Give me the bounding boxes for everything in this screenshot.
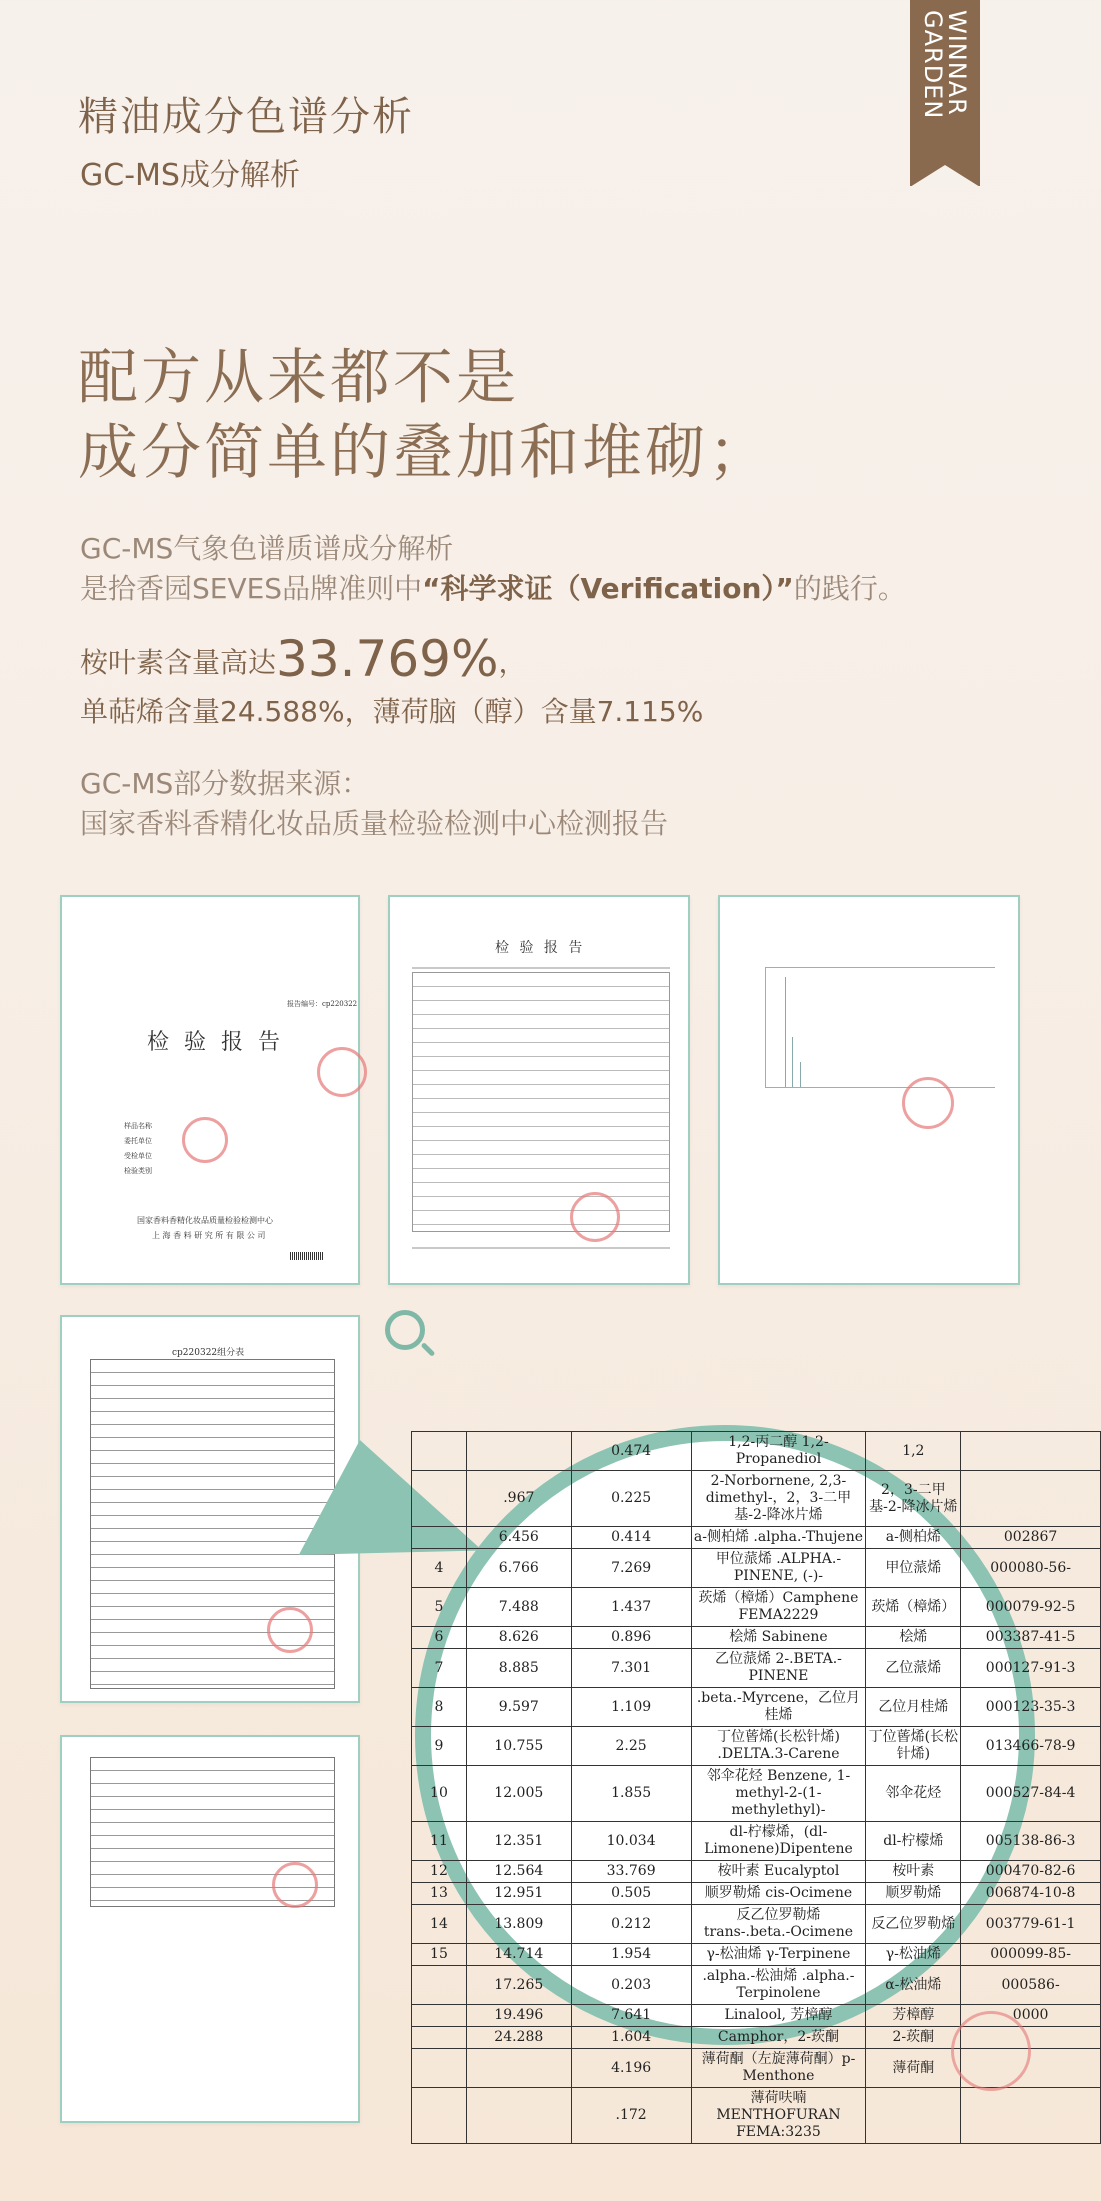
stat-secondary: 单萜烯含量24.588%，薄荷脑（醇）含量7.115% (80, 695, 704, 728)
table-cell: 0.474 (571, 1432, 691, 1471)
table-cell: 桧烯 Sabinene (691, 1627, 866, 1649)
table-cell: 顺罗勒烯 cis-Ocimene (691, 1883, 866, 1905)
table-cell: 7.488 (466, 1588, 571, 1627)
table-cell: 10.034 (571, 1822, 691, 1861)
table-cell: .967 (466, 1471, 571, 1527)
stat-eucalyptol (80, 630, 527, 688)
table-cell: 12 (412, 1861, 467, 1883)
table-cell: 005138-86-3 (961, 1822, 1101, 1861)
table-cell: 002867 (961, 1527, 1101, 1549)
table-cell (412, 2027, 467, 2049)
table-cell: 4 (412, 1549, 467, 1588)
component-table-page-2 (60, 1735, 360, 2123)
table-cell: 桉叶素 (866, 1861, 961, 1883)
table-cell: 顺罗勒烯 (866, 1883, 961, 1905)
table-cell: 000079-92-5 (961, 1588, 1101, 1627)
table-row (412, 1861, 1101, 1883)
table-cell: 12.005 (466, 1766, 571, 1822)
table-cell (412, 1966, 467, 2005)
table-cell: 2.25 (571, 1727, 691, 1766)
table-cell: 薄荷酮 (866, 2049, 961, 2088)
table-cell: 33.769 (571, 1861, 691, 1883)
component-table-page-1 (60, 1315, 360, 1703)
table-cell: Linalool, 芳樟醇 (691, 2005, 866, 2027)
headline-line-1: 配方从来都不是 (78, 343, 519, 413)
table-row (412, 1944, 1101, 1966)
table-cell: 000099-85- (961, 1944, 1101, 1966)
table-cell: 000470-82-6 (961, 1861, 1101, 1883)
table-cell: 003779-61-1 (961, 1905, 1101, 1944)
table-cell: 莰烯（樟烯）Camphene FEMA2229 (691, 1588, 866, 1627)
table-cell: 4.196 (571, 2049, 691, 2088)
table-cell: 薄荷呋喃 MENTHOFURAN FEMA:3235 (691, 2088, 866, 2144)
table-cell: 芳樟醇 (866, 2005, 961, 2027)
table-cell: 8.626 (466, 1627, 571, 1649)
table-cell (961, 1432, 1101, 1471)
table-cell: 12.351 (466, 1822, 571, 1861)
table-cell: 甲位蒎烯 (866, 1549, 961, 1588)
table-cell: 0000 (961, 2005, 1101, 2027)
table-cell: 0.896 (571, 1627, 691, 1649)
table-cell: 13 (412, 1883, 467, 1905)
table-cell: 7.301 (571, 1649, 691, 1688)
table-cell: 2-莰酮 (866, 2027, 961, 2049)
table-cell: 0.414 (571, 1527, 691, 1549)
intro-bold: “科学求证（Verification）” (422, 572, 794, 605)
table-cell: 10.755 (466, 1727, 571, 1766)
table-cell: 000127-91-3 (961, 1649, 1101, 1688)
table-cell: 反乙位罗勒烯 trans-.beta.-Ocimene (691, 1905, 866, 1944)
table-cell: 003387-41-5 (961, 1627, 1101, 1649)
table-cell: 乙位蒎烯 2-.BETA.-PINENE (691, 1649, 866, 1688)
table-row (412, 1588, 1101, 1627)
table-cell: α-松油烯 (866, 1966, 961, 2005)
table-row (412, 1883, 1101, 1905)
table-cell: 1.855 (571, 1766, 691, 1822)
table-cell: 7.641 (571, 2005, 691, 2027)
table-cell: 1.109 (571, 1688, 691, 1727)
report-cover-image: 报告编号：cp220322 检 验 报 告 样品名称 委托单位 受检单位 检验类别 国家香料香精化妆品质量检验检测中心 上 海 香 料 研 究 所 有 限 公 司 (60, 895, 360, 1285)
table-cell: 8.885 (466, 1649, 571, 1688)
table-cell: 6.456 (466, 1527, 571, 1549)
table-cell: 0.505 (571, 1883, 691, 1905)
source-label: GC-MS部分数据来源： (80, 767, 370, 800)
table-cell: 24.288 (466, 2027, 571, 2049)
table-cell: 1.437 (571, 1588, 691, 1627)
table-cell: 丁位蒈烯(长松针烯) (866, 1727, 961, 1766)
table-cell: 0.212 (571, 1905, 691, 1944)
table-cell: 11 (412, 1822, 467, 1861)
table-cell: 甲位蒎烯 .ALPHA.-PINENE, (-)- (691, 1549, 866, 1588)
table-cell (866, 2088, 961, 2144)
section-subtitle: GC-MS成分解析 (80, 158, 300, 193)
table-cell (466, 1432, 571, 1471)
intro-suffix: 的践行。 (793, 572, 906, 605)
headline-line-2: 成分简单的叠加和堆砌； (78, 418, 771, 488)
table-cell: 013466-78-9 (961, 1727, 1101, 1766)
table-cell: γ-松油烯 (866, 1944, 961, 1966)
table-cell: 邻伞花烃 (866, 1766, 961, 1822)
table-cell: 12.564 (466, 1861, 571, 1883)
table-cell: 9 (412, 1727, 467, 1766)
brand-name: WINNAR GARDEN (919, 10, 971, 120)
table-cell: 19.496 (466, 2005, 571, 2027)
table-cell: 0.203 (571, 1966, 691, 2005)
table-row (412, 1432, 1101, 1471)
stat-value: 33.769% (276, 630, 499, 688)
table-cell: γ-松油烯 γ-Terpinene (691, 1944, 866, 1966)
report-cover-org-2: 上 海 香 料 研 究 所 有 限 公 司 (152, 1231, 266, 1240)
table-cell: 006874-10-8 (961, 1883, 1101, 1905)
table-cell: 1,2-丙二醇 1,2-Propanediol (691, 1432, 866, 1471)
table-cell: 邻伞花烃 Benzene, 1-methyl-2-(1-methylethyl)- (691, 1766, 866, 1822)
table-cell: 15 (412, 1944, 467, 1966)
table-cell: 2-Norbornene, 2,3-dimethyl-，2，3-二甲基-2-降冰片烯 (691, 1471, 866, 1527)
table-cell: .alpha.-松油烯 .alpha.-Terpinolene (691, 1966, 866, 2005)
table-row (412, 1905, 1101, 1944)
table-cell (961, 2088, 1101, 2144)
table-row (412, 1822, 1101, 1861)
table-cell (412, 2005, 467, 2027)
table-cell: 0.225 (571, 1471, 691, 1527)
table-cell: 12.951 (466, 1883, 571, 1905)
intro-prefix: 是拾香园SEVES品牌准则中 (80, 572, 423, 605)
table-cell: 1.604 (571, 2027, 691, 2049)
seal-stamp (951, 2011, 1031, 2091)
table-cell: dl-柠檬烯，(dl-Limonene)Dipentene (691, 1822, 866, 1861)
report-form-title: 检 验 报 告 (495, 940, 586, 956)
table-cell: 莰烯（樟烯） (866, 1588, 961, 1627)
table-cell: dl-柠檬烯 (866, 1822, 961, 1861)
table-cell: 乙位蒎烯 (866, 1649, 961, 1688)
magnifier-icon (385, 1310, 425, 1350)
table-cell: 乙位月桂烯 (866, 1688, 961, 1727)
table-cell: 6 (412, 1627, 467, 1649)
table-row (412, 1727, 1101, 1766)
table-cell (412, 2088, 467, 2144)
table-row (412, 1966, 1101, 2005)
table-cell (412, 1471, 467, 1527)
table-cell: 桉叶素 Eucalyptol (691, 1861, 866, 1883)
stat-prefix: 桉叶素含量高达 (80, 646, 277, 679)
table-cell: 000527-84-4 (961, 1766, 1101, 1822)
table-cell: 000123-35-3 (961, 1688, 1101, 1727)
table-row (412, 1627, 1101, 1649)
table-cell: a-侧柏烯 (866, 1527, 961, 1549)
table-cell: 14 (412, 1905, 467, 1944)
table-cell (466, 2049, 571, 2088)
table-cell: 1.954 (571, 1944, 691, 1966)
table-cell: 2，3-二甲基-2-降冰片烯 (866, 1471, 961, 1527)
table-cell: 桧烯 (866, 1627, 961, 1649)
table-cell: 5 (412, 1588, 467, 1627)
table-cell (961, 1471, 1101, 1527)
table-cell: 6.766 (466, 1549, 571, 1588)
table-cell: 17.265 (466, 1966, 571, 2005)
table-cell (412, 2049, 467, 2088)
intro-line-2 (80, 567, 906, 607)
table-cell: .172 (571, 2088, 691, 2144)
component-table-title: cp220322组分表 (172, 1348, 245, 1358)
table-cell (412, 1527, 467, 1549)
table-row (412, 1549, 1101, 1588)
source-name: 国家香料香精化妆品质量检验检测中心检测报告 (80, 807, 669, 840)
table-cell: 1,2 (866, 1432, 961, 1471)
report-form-image (388, 895, 690, 1285)
table-cell (466, 2088, 571, 2144)
table-row (412, 1766, 1101, 1822)
table-cell: 反乙位罗勒烯 (866, 1905, 961, 1944)
brand-tag (910, 0, 980, 186)
table-cell: 10 (412, 1766, 467, 1822)
table-row (412, 1527, 1101, 1549)
report-cover-org: 国家香料香精化妆品质量检验检测中心 (137, 1216, 273, 1225)
table-cell (412, 1432, 467, 1471)
table-cell: 14.714 (466, 1944, 571, 1966)
chromatogram-image (718, 895, 1020, 1285)
report-cover-title: 检 验 报 告 (147, 1030, 284, 1055)
table-cell: 8 (412, 1688, 467, 1727)
table-cell: Camphor，2-莰酮 (691, 2027, 866, 2049)
table-row (412, 2088, 1101, 2144)
table-row (412, 1471, 1101, 1527)
table-cell: 薄荷酮（左旋薄荷酮）p-Menthone (691, 2049, 866, 2088)
table-cell: 13.809 (466, 1905, 571, 1944)
table-cell: 7.269 (571, 1549, 691, 1588)
table-row (412, 1688, 1101, 1727)
table-cell: 7 (412, 1649, 467, 1688)
magnified-table-lens (415, 1425, 1076, 2140)
table-row (412, 1649, 1101, 1688)
intro-line-1: GC-MS气象色谱质谱成分解析 (80, 532, 454, 565)
stat-suffix: ， (498, 646, 527, 679)
table-cell: 9.597 (466, 1688, 571, 1727)
table-cell: .beta.-Myrcene，乙位月桂烯 (691, 1688, 866, 1727)
table-cell: a-侧柏烯 .alpha.-Thujene (691, 1527, 866, 1549)
table-cell: 000586- (961, 1966, 1101, 2005)
section-title: 精油成分色谱分析 (78, 94, 414, 140)
table-cell: 丁位蒈烯(长松针烯) .DELTA.3-Carene (691, 1727, 866, 1766)
table-cell: 000080-56- (961, 1549, 1101, 1588)
